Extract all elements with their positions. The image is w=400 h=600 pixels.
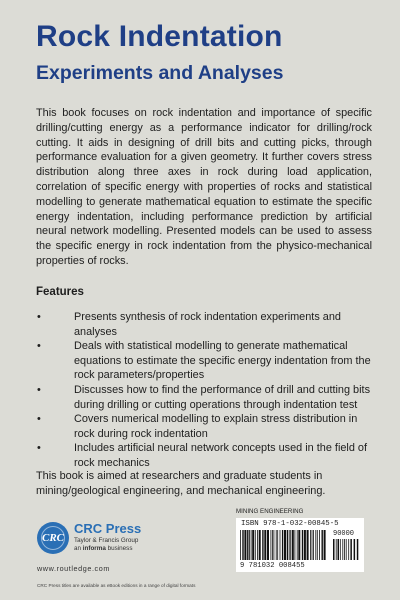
barcode-addon-bar [336, 539, 337, 560]
barcode-bar [240, 530, 241, 560]
book-title: Rock Indentation [36, 20, 283, 53]
feature-item: • Deals with statistical modelling to generate mathematical equations to estimate the specific energy indentation from the rock parameters/properties [36, 339, 372, 383]
barcode-ean: 9 781032 008455 [240, 562, 305, 570]
publisher-tagline [74, 545, 138, 553]
feature-item: • Presents synthesis of rock indentation experiments and analyses [36, 310, 372, 339]
ebook-fineprint: CRC Press titles are available as eBook editions in a range of digital formats [37, 583, 196, 588]
barcode-bar [317, 530, 318, 560]
barcode-bar [302, 530, 303, 560]
barcode-bar [244, 530, 246, 560]
barcode-addon-bar [357, 539, 359, 560]
barcode-bar [262, 530, 263, 560]
tagline-brand: informa [82, 545, 106, 552]
barcode-bar [289, 530, 290, 560]
barcode-bar [242, 530, 243, 560]
publisher-group [74, 537, 138, 553]
barcode-bar [298, 530, 300, 560]
barcode-bar [282, 530, 283, 560]
publisher-website: www.routledge.com [37, 564, 110, 573]
barcode-bar [284, 530, 286, 560]
barcode-addon: 90000 [333, 530, 355, 538]
barcode-bar [297, 530, 298, 560]
barcode-bar [312, 530, 313, 560]
barcode-bar [255, 530, 256, 560]
barcode-bar [247, 530, 248, 560]
barcode-bar [276, 530, 277, 560]
barcode-bar [290, 530, 291, 560]
barcode-addon-bar [354, 539, 356, 560]
barcode-addon-bar [333, 539, 335, 560]
feature-item: • Discusses how to find the performance of drill and cutting bits during drilling or cutting operations through indentation test [36, 383, 372, 412]
barcode-bar [272, 530, 273, 560]
barcode-addon-bar [346, 539, 347, 560]
feature-item: • Covers numerical modelling to explain stress distribution in rock during rock indentation [36, 412, 372, 441]
tagline-suffix: business [105, 545, 133, 552]
crc-logo-icon: CRC [37, 522, 69, 554]
barcode-addon-bar [340, 539, 341, 560]
barcode-bar [249, 530, 250, 560]
barcode-addon-bar [342, 539, 343, 560]
barcode-bar [264, 530, 266, 560]
subject-category: MINING ENGINEERING [236, 508, 304, 515]
publisher-group-name: Taylor & Francis Group [74, 537, 139, 544]
barcode-bar [322, 530, 323, 560]
barcode-addon-bar [350, 539, 352, 560]
publisher-name: CRC Press [74, 521, 142, 536]
barcode-bar [319, 530, 320, 560]
barcode-bar [313, 530, 314, 560]
barcode-bar [274, 530, 275, 560]
feature-item: • Includes artificial neural network concepts used in the field of rock mechanics [36, 441, 372, 470]
barcode-bar [280, 530, 281, 560]
book-description: This book focuses on rock indentation and importance of specific drilling/cutting energy as a performance indicator for drilling/rock cutting. It aids in designing of drill bits and cutting picks, through performance evaluation for a given geometry. It further covers stress distribution along three axes in rock during load application, correlation of specific energy with properties of rocks and statistical modelling to generate mathematical equation to estimate the specific energy indentation, including performance prediction by artificial neural network modelling. Presented models can be used to assess the specific energy in rock indentation from the physico-mechanical properties of rocks. [36, 107, 372, 267]
tagline-prefix: an [74, 545, 83, 552]
barcode-bar [267, 530, 269, 560]
barcode-bar [287, 530, 288, 560]
isbn-barcode [236, 518, 364, 572]
barcode-bar [259, 530, 261, 560]
barcode-bar [324, 530, 326, 560]
barcode-addon-bar [348, 539, 349, 560]
barcode-bar [277, 530, 278, 560]
barcode-bar [252, 530, 254, 560]
barcode-bar [307, 530, 309, 560]
isbn-number: ISBN 978-1-032-00845-5 [241, 520, 339, 528]
barcode-bar [271, 530, 272, 560]
barcode-addon-bar [344, 539, 345, 560]
barcode-bar [295, 530, 296, 560]
features-heading: Features [36, 286, 84, 298]
barcode-addon-bar [338, 539, 340, 560]
features-list [36, 310, 372, 471]
barcode-bar [257, 530, 258, 560]
barcode-bar [304, 530, 306, 560]
audience-statement: This book is aimed at researchers and graduate students in mining/geological engineering, and mechanical engineering. [36, 470, 326, 497]
barcode-bar [315, 530, 316, 560]
barcode-bar [251, 530, 252, 560]
barcode-bar [292, 530, 294, 560]
book-subtitle: Experiments and Analyses [36, 62, 284, 84]
barcode-bar [310, 530, 311, 560]
